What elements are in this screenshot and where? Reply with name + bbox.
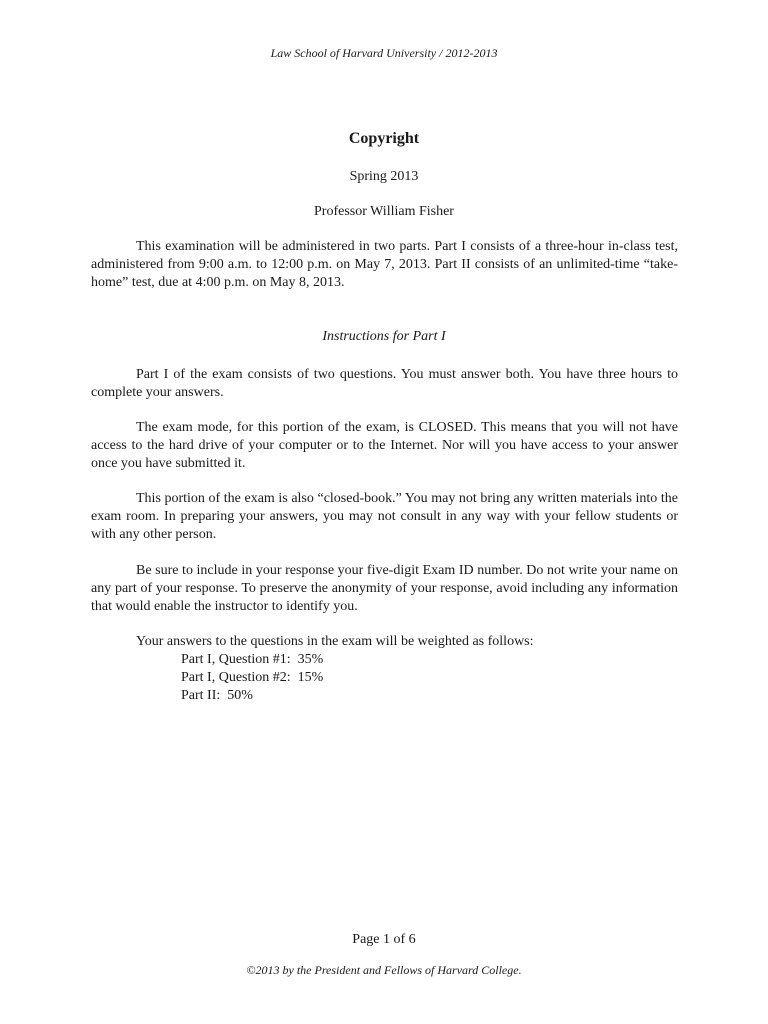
weights-intro: Your answers to the questions in the exam will be weighted as follows: [136, 634, 534, 649]
intro-paragraph: This examination will be administered in two parts. Part I consists of a three-hour in-class test, administered from 9:00 a.m. to 12:00 p.m. on May 7, 2013. Part II consists of an unlimited-time “take-home” test, due at 4:00 p.m. on May 8, 2013. [91, 239, 678, 290]
copyright-footer: ©2013 by the President and Fellows of Harvard College. [246, 963, 522, 977]
weight-item-part2: Part II: 50% [181, 688, 253, 703]
paragraph-exam-mode: The exam mode, for this portion of the exam, is CLOSED. This means that you will not have access to the hard drive of your computer or to the Internet. Nor will you have access to your answer once you have submitted it. [91, 420, 678, 471]
paragraph-questions: Part I of the exam consists of two questions. You must answer both. You have three hours to complete your answers. [91, 367, 678, 400]
page-number: Page 1 of 6 [352, 932, 416, 947]
running-header: Law School of Harvard University / 2012-2013 [270, 46, 498, 60]
weights-list [181, 651, 323, 705]
weight-item-part1-q1: Part I, Question #1: 35% [181, 652, 324, 667]
professor-line: Professor William Fisher [314, 204, 454, 219]
weight-item-part1-q2: Part I, Question #2: 15% [181, 670, 324, 685]
section-heading: Instructions for Part I [322, 329, 446, 344]
document-title: Copyright [348, 130, 420, 147]
semester-line: Spring 2013 [349, 169, 419, 184]
paragraph-exam-id: Be sure to include in your response your five-digit Exam ID number. Do not write your name on any part of your response. To preserve the anonymity of your response, avoid including any information that would enable the instructor to identify you. [91, 563, 678, 614]
paragraph-closed-book: This portion of the exam is also “closed-book.” You may not bring any written materials into the exam room. In preparing your answers, you may not consult in any way with your fellow students or with any other person. [91, 491, 678, 542]
